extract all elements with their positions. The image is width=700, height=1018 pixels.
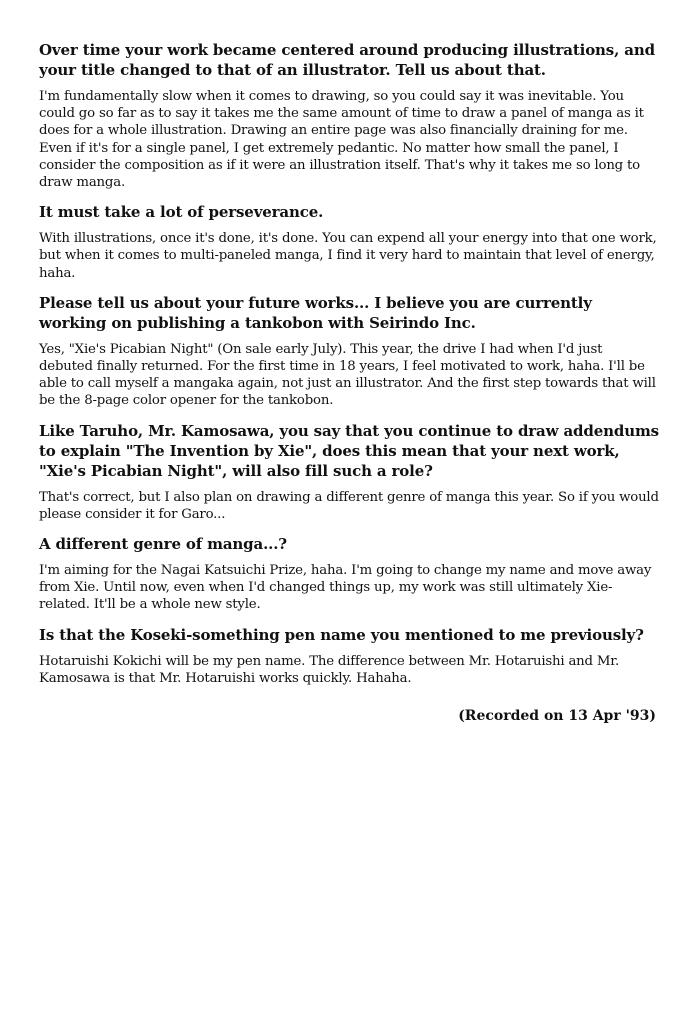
qa-block-2 xyxy=(39,202,659,282)
qa-block-5 xyxy=(39,534,659,614)
qa-block-4 xyxy=(39,421,659,523)
answer-5: I'm aiming for the Nagai Katsuichi Prize, haha. I'm going to change my name and move away from Xie. Until now, even when I'd changed things up, my work was still ultimately Xie-related. It'll be a whole new style. xyxy=(39,563,652,613)
recorded-date-note: (Recorded on 13 Apr '93) xyxy=(458,708,656,725)
answer-4: That's correct, but I also plan on drawing a different genre of manga this year. So if you would please consider it for Garo... xyxy=(39,489,659,522)
question-6: Is that the Koseki-something pen name you mentioned to me previously? xyxy=(39,625,644,644)
qa-block-3 xyxy=(39,293,659,410)
question-3: Please tell us about your future works... I believe you are currently working on publishing a tankobon with Seirindo Inc. xyxy=(39,293,592,332)
question-2: It must take a lot of perseverance. xyxy=(39,203,324,222)
question-4: Like Taruho, Mr. Kamosawa, you say that you continue to draw addendums to explain "The Invention by Xie", does this mean that your next work, "Xie's Picabian Night", will also fill such a role? xyxy=(39,421,659,480)
qa-block-6 xyxy=(39,625,659,687)
qa-block-1 xyxy=(39,40,659,191)
answer-3: Yes, "Xie's Picabian Night" (On sale early July). This year, the drive I had when I'd just debuted finally returned. For the first time in 18 years, I feel motivated to work, haha. I'll be able to call myself a mangaka again, not just an illustrator. And the first step towards that will be the 8-page color opener for the tankobon. xyxy=(39,341,656,409)
question-1: Over time your work became centered around producing illustrations, and your title changed to that of an illustrator. Tell us about that. xyxy=(39,41,655,79)
answer-2: With illustrations, once it's done, it's done. You can expend all your energy into that one work, but when it comes to multi-paneled manga, I find it very hard to maintain that level of energy, haha. xyxy=(39,231,657,281)
answer-1: I'm fundamentally slow when it comes to drawing, so you could say it was inevitable. You could go so far as to say it takes me the same amount of time to draw a panel of manga as it does for a whole illustration. Drawing an entire page was also financially draining for me. Even if it's for a single panel, I get extremely pedantic. No matter how small the panel, I consider the composition as if it were an illustration itself. That's why it takes me so long to draw manga. xyxy=(39,89,644,191)
question-5: A different genre of manga...? xyxy=(39,535,287,554)
interview-page xyxy=(39,40,659,725)
answer-6: Hotaruishi Kokichi will be my pen name. The difference between Mr. Hotaruishi and Mr. Kamosawa is that Mr. Hotaruishi works quickly. Hahaha. xyxy=(39,653,620,686)
